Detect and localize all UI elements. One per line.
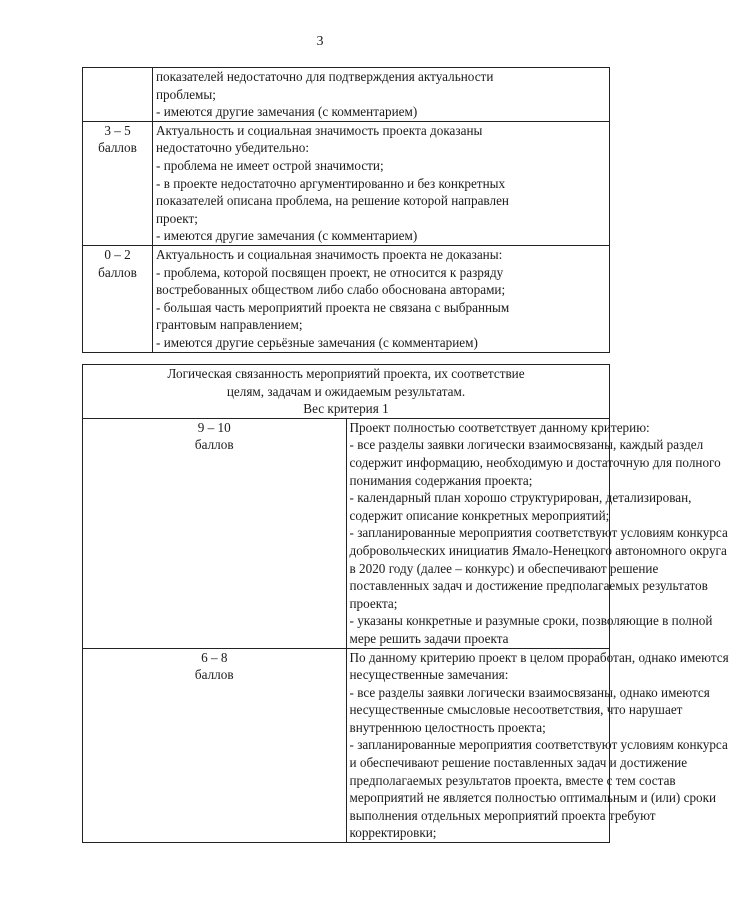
score-range-cell	[83, 68, 153, 122]
criterion-header-line: Вес критерия 1	[303, 401, 389, 417]
criterion-description-cell	[346, 648, 729, 843]
description-line: - указаны конкретные и разумные сроки, позволяющие в полной	[349, 613, 713, 629]
description-line: - имеются другие замечания (с комментарием)	[156, 104, 418, 120]
description-line: - календарный план хорошо структурирован, детализирован,	[349, 490, 692, 506]
description-line: добровольческих инициатив Ямало-Ненецкого автономного округа	[349, 542, 727, 558]
description-line: - имеются другие замечания (с комментарием)	[156, 228, 418, 244]
criterion-row	[83, 121, 610, 245]
description-line: недостаточно убедительно:	[156, 140, 310, 156]
criterion-row	[83, 68, 610, 122]
score-range-cell	[83, 245, 153, 352]
score-range-text: баллов	[194, 667, 234, 683]
description-line: показателей описана проблема, на решение которой направлен	[156, 193, 509, 209]
score-range-cell	[83, 121, 153, 245]
criterion-header	[83, 365, 610, 419]
description-line: проект;	[156, 210, 198, 226]
description-line: предполагаемых результатов проекта, вместе с тем состав	[349, 772, 676, 788]
score-range-text: баллов	[98, 140, 137, 156]
description-line: несущественные замечания:	[349, 667, 509, 683]
page-number: 3	[316, 34, 324, 49]
description-line: показателей недостаточно для подтверждения актуальности	[156, 69, 494, 84]
description-line: грантовым направлением;	[156, 317, 303, 333]
score-range-cell	[83, 418, 347, 648]
criterion-row	[83, 245, 610, 352]
description-line: проекта;	[349, 595, 398, 611]
criterion-description-cell	[153, 121, 610, 245]
description-line: выполнения отдельных мероприятий проекта требуют	[349, 807, 656, 823]
criterion-header-line: целям, задачам и ожидаемым результатам.	[226, 383, 466, 399]
description-line: - проблема, которой посвящен проект, не относится к разряду	[156, 264, 504, 280]
score-range-text: 6 – 8	[201, 649, 228, 665]
description-line: - запланированные мероприятия соответствуют условиям конкурса	[349, 525, 728, 541]
description-line: в 2020 году (далее – конкурс) и обеспечивают решение	[349, 560, 659, 576]
score-range-text: 3 – 5	[104, 122, 131, 138]
description-line: мероприятий не является полностью оптимальным и (или) сроки	[349, 790, 717, 806]
description-line: и обеспечивают решение поставленных задач и достижение	[349, 755, 688, 771]
criterion-header-row	[83, 365, 610, 419]
description-line: Актуальность и социальная значимость проекта не доказаны:	[156, 246, 503, 262]
description-line: Актуальность и социальная значимость проекта доказаны	[156, 122, 483, 138]
description-line: несущественные смысловые несоответствия, что нарушает	[349, 702, 683, 718]
description-line: внутреннюю целостность проекта;	[349, 719, 546, 735]
description-line: корректировки;	[349, 825, 437, 841]
score-range-text: 9 – 10	[197, 419, 231, 435]
criterion-description-cell	[153, 245, 610, 352]
description-line: содержит описание конкретных мероприятий;	[349, 507, 610, 523]
description-line: - проблема не имеет острой значимости;	[156, 157, 384, 173]
criterion-row	[83, 418, 610, 648]
criterion-description-cell	[346, 418, 728, 648]
score-range-text: 0 – 2	[104, 246, 131, 262]
description-line: - имеются другие серьёзные замечания (с комментарием)	[156, 334, 478, 350]
description-line: проблемы;	[156, 86, 216, 102]
description-line: Проект полностью соответствует данному критерию:	[349, 419, 650, 435]
description-line: понимания содержания проекта;	[349, 472, 533, 488]
score-range-cell	[83, 648, 347, 843]
score-range-text: баллов	[194, 437, 234, 453]
criteria-table-logical-coherence	[82, 364, 729, 843]
description-line: востребованных обществом либо слабо обоснована авторами;	[156, 282, 506, 298]
description-line: - большая часть мероприятий проекта не связана с выбранным	[156, 299, 510, 315]
score-range-text: баллов	[98, 264, 137, 280]
description-line: содержит информацию, необходимую и достаточную для полного	[349, 454, 721, 470]
description-line: - все разделы заявки логически взаимосвязаны, однако имеются	[349, 684, 710, 700]
description-line: мере решить задачи проекта	[349, 630, 509, 646]
criterion-header-line: Логическая связанность мероприятий проекта, их соответствие	[167, 366, 525, 381]
description-line: По данному критерию проект в целом проработан, однако имеются	[349, 649, 729, 665]
criteria-table-body	[83, 365, 729, 843]
description-line: поставленных задач и достижение предполагаемых результатов	[349, 578, 708, 594]
criteria-table-body	[83, 68, 610, 353]
description-line: - в проекте недостаточно аргументированно и без конкретных	[156, 175, 506, 191]
criterion-description-cell	[153, 68, 610, 122]
description-line: - все разделы заявки логически взаимосвязаны, каждый раздел	[349, 437, 704, 453]
description-line: - запланированные мероприятия соответствуют условиям конкурса	[349, 737, 728, 753]
criterion-row	[83, 648, 610, 843]
criteria-table-continued	[82, 67, 610, 353]
